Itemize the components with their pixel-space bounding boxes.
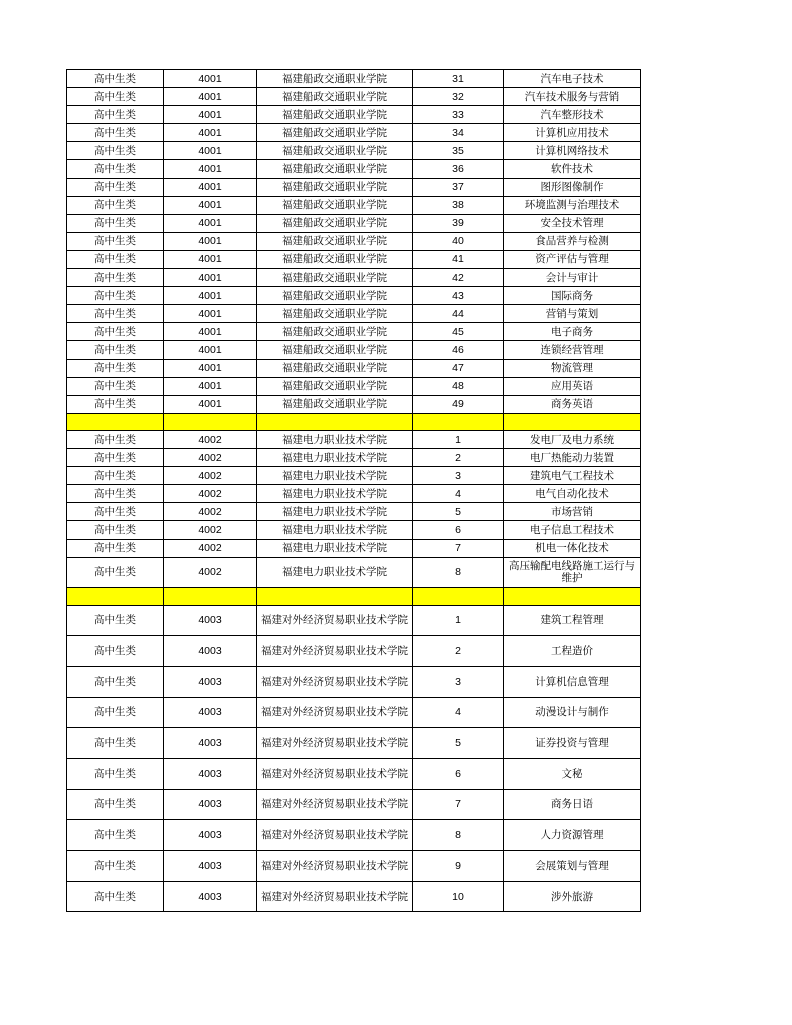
school-code-cell: 4001 [164,214,257,232]
separator-cell [413,413,504,430]
school-code-cell: 4002 [164,539,257,557]
school-code-cell: 4001 [164,106,257,124]
separator-cell [67,588,164,605]
major-number-cell: 48 [413,377,504,395]
major-number-cell: 6 [413,758,504,789]
major-number-cell: 36 [413,160,504,178]
table-row [67,539,641,557]
category-cell: 高中生类 [67,269,164,287]
school-code-cell: 4002 [164,467,257,485]
school-code-cell: 4002 [164,485,257,503]
school-code-cell: 4002 [164,430,257,448]
major-number-cell: 10 [413,881,504,912]
major-name-cell: 汽车技术服务与营销 [504,88,641,106]
table-row [67,178,641,196]
category-cell: 高中生类 [67,341,164,359]
major-number-cell: 7 [413,789,504,820]
major-name-cell: 环境监测与治理技术 [504,196,641,214]
major-name-cell: 安全技术管理 [504,214,641,232]
major-name-cell: 商务英语 [504,395,641,413]
school-code-cell: 4001 [164,250,257,268]
separator-cell [67,413,164,430]
major-number-cell: 43 [413,287,504,305]
school-code-cell: 4003 [164,728,257,759]
school-code-cell: 4001 [164,359,257,377]
school-name-cell: 福建电力职业技术学院 [257,557,413,588]
school-code-cell: 4001 [164,160,257,178]
category-cell: 高中生类 [67,196,164,214]
major-name-cell: 物流管理 [504,359,641,377]
school-name-cell: 福建对外经济贸易职业技术学院 [257,605,413,636]
category-cell: 高中生类 [67,250,164,268]
major-number-cell: 37 [413,178,504,196]
school-code-cell: 4001 [164,178,257,196]
major-name-cell: 工程造价 [504,636,641,667]
category-cell: 高中生类 [67,88,164,106]
enrollment-table [66,69,641,912]
major-number-cell: 44 [413,305,504,323]
table-row [67,359,641,377]
table-row [67,851,641,882]
major-number-cell: 38 [413,196,504,214]
major-name-cell: 涉外旅游 [504,881,641,912]
school-code-cell: 4001 [164,70,257,88]
separator-cell [257,413,413,430]
major-name-cell: 汽车电子技术 [504,70,641,88]
school-name-cell: 福建船政交通职业学院 [257,160,413,178]
table-row [67,160,641,178]
school-name-cell: 福建对外经济贸易职业技术学院 [257,728,413,759]
school-code-cell: 4002 [164,449,257,467]
major-number-cell: 31 [413,70,504,88]
major-number-cell: 33 [413,106,504,124]
category-cell: 高中生类 [67,106,164,124]
school-code-cell: 4001 [164,142,257,160]
school-name-cell: 福建船政交通职业学院 [257,196,413,214]
major-name-cell: 高压输配电线路施工运行与维护 [504,557,641,588]
category-cell: 高中生类 [67,377,164,395]
school-name-cell: 福建电力职业技术学院 [257,503,413,521]
school-name-cell: 福建船政交通职业学院 [257,142,413,160]
school-code-cell: 4001 [164,377,257,395]
major-number-cell: 2 [413,449,504,467]
major-name-cell: 计算机应用技术 [504,124,641,142]
school-name-cell: 福建船政交通职业学院 [257,305,413,323]
major-number-cell: 6 [413,521,504,539]
category-cell: 高中生类 [67,697,164,728]
section-separator-row [67,413,641,430]
school-code-cell: 4001 [164,287,257,305]
separator-cell [413,588,504,605]
school-name-cell: 福建船政交通职业学院 [257,395,413,413]
major-number-cell: 5 [413,503,504,521]
school-name-cell: 福建电力职业技术学院 [257,430,413,448]
major-name-cell: 会展策划与管理 [504,851,641,882]
school-name-cell: 福建船政交通职业学院 [257,124,413,142]
separator-cell [164,588,257,605]
separator-cell [164,413,257,430]
school-code-cell: 4003 [164,820,257,851]
major-number-cell: 4 [413,485,504,503]
table-row [67,449,641,467]
table-row [67,70,641,88]
major-name-cell: 市场营销 [504,503,641,521]
school-code-cell: 4003 [164,605,257,636]
category-cell: 高中生类 [67,395,164,413]
category-cell: 高中生类 [67,789,164,820]
school-code-cell: 4003 [164,758,257,789]
table-row [67,758,641,789]
school-name-cell: 福建船政交通职业学院 [257,323,413,341]
table-row [67,789,641,820]
table-row [67,142,641,160]
school-code-cell: 4002 [164,557,257,588]
school-code-cell: 4003 [164,636,257,667]
major-name-cell: 动漫设计与制作 [504,697,641,728]
major-name-cell: 电厂热能动力装置 [504,449,641,467]
category-cell: 高中生类 [67,214,164,232]
category-cell: 高中生类 [67,232,164,250]
major-name-cell: 汽车整形技术 [504,106,641,124]
major-number-cell: 35 [413,142,504,160]
major-number-cell: 9 [413,851,504,882]
major-number-cell: 3 [413,666,504,697]
category-cell: 高中生类 [67,503,164,521]
school-code-cell: 4001 [164,269,257,287]
table-row [67,521,641,539]
table-row [67,196,641,214]
major-number-cell: 34 [413,124,504,142]
category-cell: 高中生类 [67,178,164,196]
category-cell: 高中生类 [67,124,164,142]
school-name-cell: 福建对外经济贸易职业技术学院 [257,758,413,789]
major-number-cell: 4 [413,697,504,728]
major-name-cell: 应用英语 [504,377,641,395]
major-name-cell: 建筑工程管理 [504,605,641,636]
major-name-cell: 电子信息工程技术 [504,521,641,539]
table-row [67,557,641,588]
table-row [67,881,641,912]
school-code-cell: 4001 [164,88,257,106]
category-cell: 高中生类 [67,430,164,448]
table-row [67,124,641,142]
separator-cell [257,588,413,605]
category-cell: 高中生类 [67,557,164,588]
major-name-cell: 电气自动化技术 [504,485,641,503]
category-cell: 高中生类 [67,666,164,697]
school-code-cell: 4001 [164,124,257,142]
major-number-cell: 2 [413,636,504,667]
school-name-cell: 福建船政交通职业学院 [257,377,413,395]
category-cell: 高中生类 [67,728,164,759]
category-cell: 高中生类 [67,287,164,305]
table-row [67,728,641,759]
major-number-cell: 32 [413,88,504,106]
table-row [67,232,641,250]
school-name-cell: 福建船政交通职业学院 [257,232,413,250]
table-row [67,485,641,503]
major-name-cell: 文秘 [504,758,641,789]
major-name-cell: 软件技术 [504,160,641,178]
table-row [67,88,641,106]
major-number-cell: 45 [413,323,504,341]
major-number-cell: 40 [413,232,504,250]
category-cell: 高中生类 [67,142,164,160]
table-row [67,666,641,697]
major-name-cell: 电子商务 [504,323,641,341]
major-name-cell: 国际商务 [504,287,641,305]
school-code-cell: 4003 [164,697,257,728]
major-name-cell: 计算机网络技术 [504,142,641,160]
school-name-cell: 福建对外经济贸易职业技术学院 [257,881,413,912]
school-code-cell: 4001 [164,196,257,214]
school-name-cell: 福建船政交通职业学院 [257,88,413,106]
school-name-cell: 福建对外经济贸易职业技术学院 [257,789,413,820]
category-cell: 高中生类 [67,160,164,178]
category-cell: 高中生类 [67,467,164,485]
major-number-cell: 8 [413,557,504,588]
table-row [67,395,641,413]
category-cell: 高中生类 [67,449,164,467]
table-row [67,250,641,268]
school-name-cell: 福建船政交通职业学院 [257,250,413,268]
category-cell: 高中生类 [67,359,164,377]
major-name-cell: 机电一体化技术 [504,539,641,557]
table-row [67,323,641,341]
major-name-cell: 食品营养与检测 [504,232,641,250]
major-number-cell: 1 [413,605,504,636]
school-code-cell: 4002 [164,521,257,539]
school-name-cell: 福建电力职业技术学院 [257,485,413,503]
school-code-cell: 4001 [164,305,257,323]
school-code-cell: 4002 [164,503,257,521]
school-code-cell: 4001 [164,395,257,413]
category-cell: 高中生类 [67,636,164,667]
school-name-cell: 福建对外经济贸易职业技术学院 [257,697,413,728]
school-name-cell: 福建船政交通职业学院 [257,341,413,359]
school-name-cell: 福建船政交通职业学院 [257,178,413,196]
category-cell: 高中生类 [67,521,164,539]
table-body [67,70,641,912]
section-separator-row [67,588,641,605]
category-cell: 高中生类 [67,605,164,636]
table-row [67,430,641,448]
table-row [67,106,641,124]
table-row [67,820,641,851]
major-number-cell: 42 [413,269,504,287]
major-name-cell: 会计与审计 [504,269,641,287]
category-cell: 高中生类 [67,881,164,912]
major-number-cell: 49 [413,395,504,413]
school-name-cell: 福建船政交通职业学院 [257,359,413,377]
major-name-cell: 证券投资与管理 [504,728,641,759]
school-name-cell: 福建船政交通职业学院 [257,106,413,124]
major-number-cell: 3 [413,467,504,485]
category-cell: 高中生类 [67,851,164,882]
category-cell: 高中生类 [67,305,164,323]
table-row [67,467,641,485]
major-number-cell: 1 [413,430,504,448]
major-name-cell: 建筑电气工程技术 [504,467,641,485]
major-number-cell: 41 [413,250,504,268]
table-row [67,636,641,667]
major-name-cell: 计算机信息管理 [504,666,641,697]
table-row [67,341,641,359]
table-row [67,269,641,287]
school-code-cell: 4001 [164,341,257,359]
major-name-cell: 连锁经营管理 [504,341,641,359]
school-name-cell: 福建船政交通职业学院 [257,287,413,305]
table-row [67,697,641,728]
school-code-cell: 4001 [164,232,257,250]
school-name-cell: 福建电力职业技术学院 [257,449,413,467]
school-code-cell: 4003 [164,851,257,882]
school-name-cell: 福建对外经济贸易职业技术学院 [257,851,413,882]
school-name-cell: 福建电力职业技术学院 [257,521,413,539]
school-name-cell: 福建对外经济贸易职业技术学院 [257,666,413,697]
school-code-cell: 4001 [164,323,257,341]
major-number-cell: 8 [413,820,504,851]
school-name-cell: 福建对外经济贸易职业技术学院 [257,636,413,667]
major-name-cell: 人力资源管理 [504,820,641,851]
separator-cell [504,413,641,430]
major-number-cell: 7 [413,539,504,557]
school-name-cell: 福建对外经济贸易职业技术学院 [257,820,413,851]
table-row [67,377,641,395]
table-row [67,287,641,305]
table-row [67,503,641,521]
major-name-cell: 营销与策划 [504,305,641,323]
school-name-cell: 福建船政交通职业学院 [257,214,413,232]
major-name-cell: 资产评估与管理 [504,250,641,268]
school-name-cell: 福建电力职业技术学院 [257,467,413,485]
table-row [67,605,641,636]
school-code-cell: 4003 [164,666,257,697]
major-number-cell: 39 [413,214,504,232]
category-cell: 高中生类 [67,758,164,789]
category-cell: 高中生类 [67,485,164,503]
major-number-cell: 5 [413,728,504,759]
school-code-cell: 4003 [164,881,257,912]
major-number-cell: 47 [413,359,504,377]
category-cell: 高中生类 [67,70,164,88]
category-cell: 高中生类 [67,820,164,851]
school-name-cell: 福建船政交通职业学院 [257,70,413,88]
school-name-cell: 福建电力职业技术学院 [257,539,413,557]
school-code-cell: 4003 [164,789,257,820]
table-row [67,305,641,323]
school-name-cell: 福建船政交通职业学院 [257,269,413,287]
category-cell: 高中生类 [67,539,164,557]
major-number-cell: 46 [413,341,504,359]
category-cell: 高中生类 [67,323,164,341]
major-name-cell: 商务日语 [504,789,641,820]
major-name-cell: 图形图像制作 [504,178,641,196]
separator-cell [504,588,641,605]
table-row [67,214,641,232]
major-name-cell: 发电厂及电力系统 [504,430,641,448]
